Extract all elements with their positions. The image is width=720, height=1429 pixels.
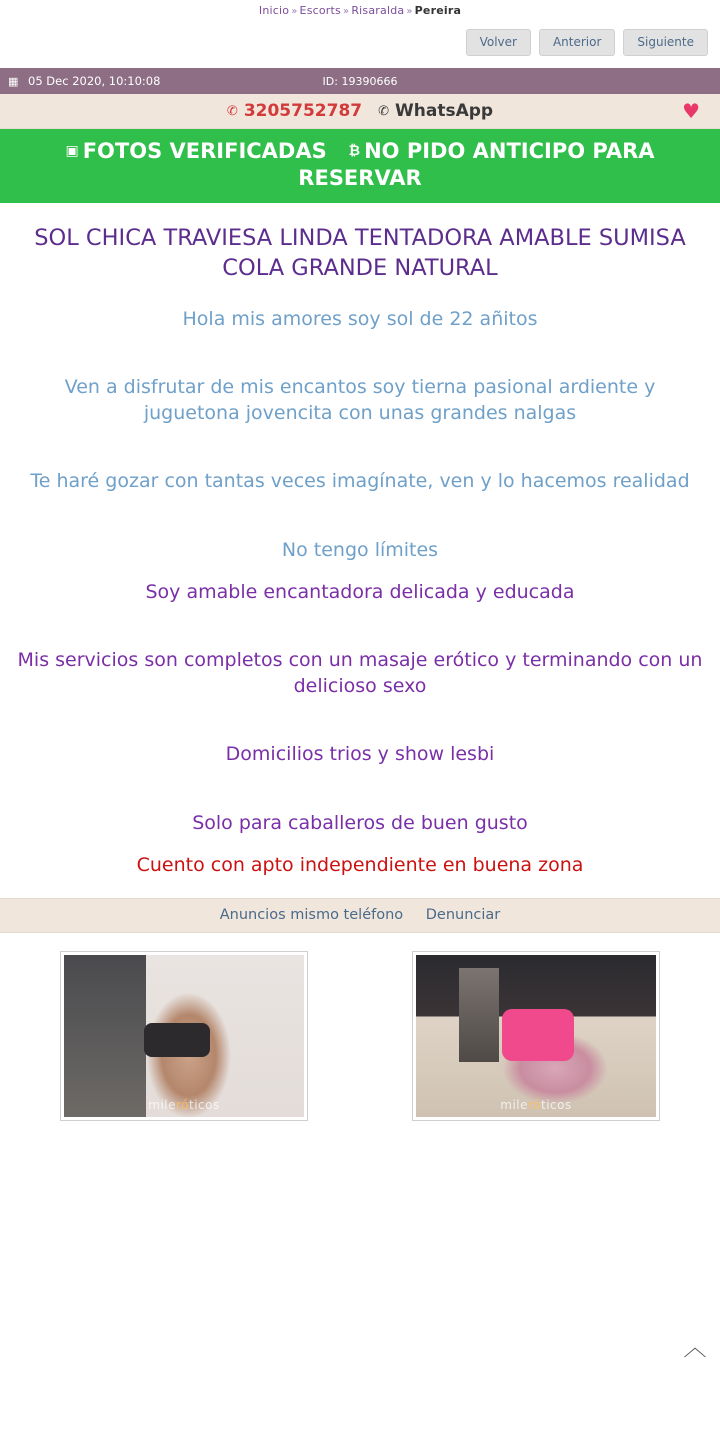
watermark [500,1098,572,1112]
watermark-prefix: mile [500,1098,528,1113]
breadcrumb-item-escorts[interactable]: Escorts [299,4,341,17]
breadcrumb-item-risaralda[interactable]: Risaralda [351,4,405,17]
watermark-suffix: ticos [541,1098,572,1113]
spacer [14,442,706,468]
spacer [14,715,706,741]
breadcrumb [0,0,720,19]
gallery-thumb-1[interactable] [60,951,308,1121]
breadcrumb-item-inicio[interactable]: Inicio [258,4,290,17]
listing-meta-bar [0,68,720,94]
watermark-prefix: mile [148,1098,176,1113]
ad-line-6: Mis servicios son completos con un masaje erótico y terminando con un delicioso sexo [17,649,703,698]
ad-body [0,203,720,898]
listing-id: ID: 19390666 [322,74,398,88]
phone-icon: ✆ [226,103,238,119]
ad-line-8: Solo para caballeros de buen gusto [192,811,528,834]
previous-button[interactable]: Anterior [539,29,615,56]
ad-title: SOL CHICA TRAVIESA LINDA TENTADORA AMABLE SUMISA COLA GRANDE NATURAL [34,224,686,282]
money-icon: ₿ [348,143,361,160]
verified-photos-label: FOTOS VERIFICADAS [82,139,327,164]
ad-line-3: Te haré gozar con tantas veces imagínate, ven y lo hacemos realidad [30,470,690,493]
contact-inner [227,101,493,121]
breadcrumb-separator: » [406,6,413,17]
photo-1 [64,955,304,1117]
back-button[interactable]: Volver [466,29,531,56]
breadcrumb-item-pereira: Pereira [414,4,462,17]
ad-line-9: Cuento con apto independiente en buena zona [136,853,584,876]
breadcrumb-separator: » [342,6,350,17]
phone-number[interactable]: 3205752787 [243,101,363,122]
gallery-thumb-2[interactable] [412,951,660,1121]
ad-line-1: Hola mis amores soy sol de 22 añitos [182,307,538,330]
photo-2 [416,955,656,1117]
spacer [14,348,706,374]
watermark [148,1098,220,1112]
same-phone-ads-link[interactable]: Anuncios mismo teléfono [219,907,404,924]
listing-date [0,74,160,88]
ad-line-2: Ven a disfrutar de mis encantos soy tierna pasional ardiente y juguetona jovencita con unas grandes nalgas [64,375,656,425]
ad-line-7: Domicilios trios y show lesbi [225,743,495,766]
report-link[interactable]: Denunciar [425,907,501,924]
scroll-to-top-icon[interactable]: ︿ [683,1335,707,1361]
whatsapp-link[interactable]: WhatsApp [395,101,494,122]
verification-banner [0,129,720,203]
spacer [14,621,706,647]
navigation-buttons [0,19,720,68]
photo-gallery [0,933,720,1121]
spacer [14,511,706,537]
ad-line-5: Soy amable encantadora delicada y educada [145,580,575,603]
favorite-heart-icon[interactable]: ♥ [682,99,700,124]
spacer [14,784,706,810]
ad-line-4: No tengo límites [281,538,439,561]
camera-icon: ▣ [65,143,79,160]
contact-bar [0,94,720,129]
whatsapp-icon: ✆ [378,103,390,119]
listing-date-text: 05 Dec 2020, 10:10:08 [28,74,161,89]
next-button[interactable]: Siguiente [623,29,708,56]
ad-footer-links [0,898,720,933]
no-deposit-label: NO PIDO ANTICIPO PARA RESERVAR [298,139,655,191]
watermark-suffix: ticos [189,1098,220,1113]
calendar-icon: ▦ [8,75,19,89]
breadcrumb-separator: » [291,6,298,17]
watermark-accent: ró [176,1098,190,1113]
watermark-accent: ró [528,1098,542,1113]
